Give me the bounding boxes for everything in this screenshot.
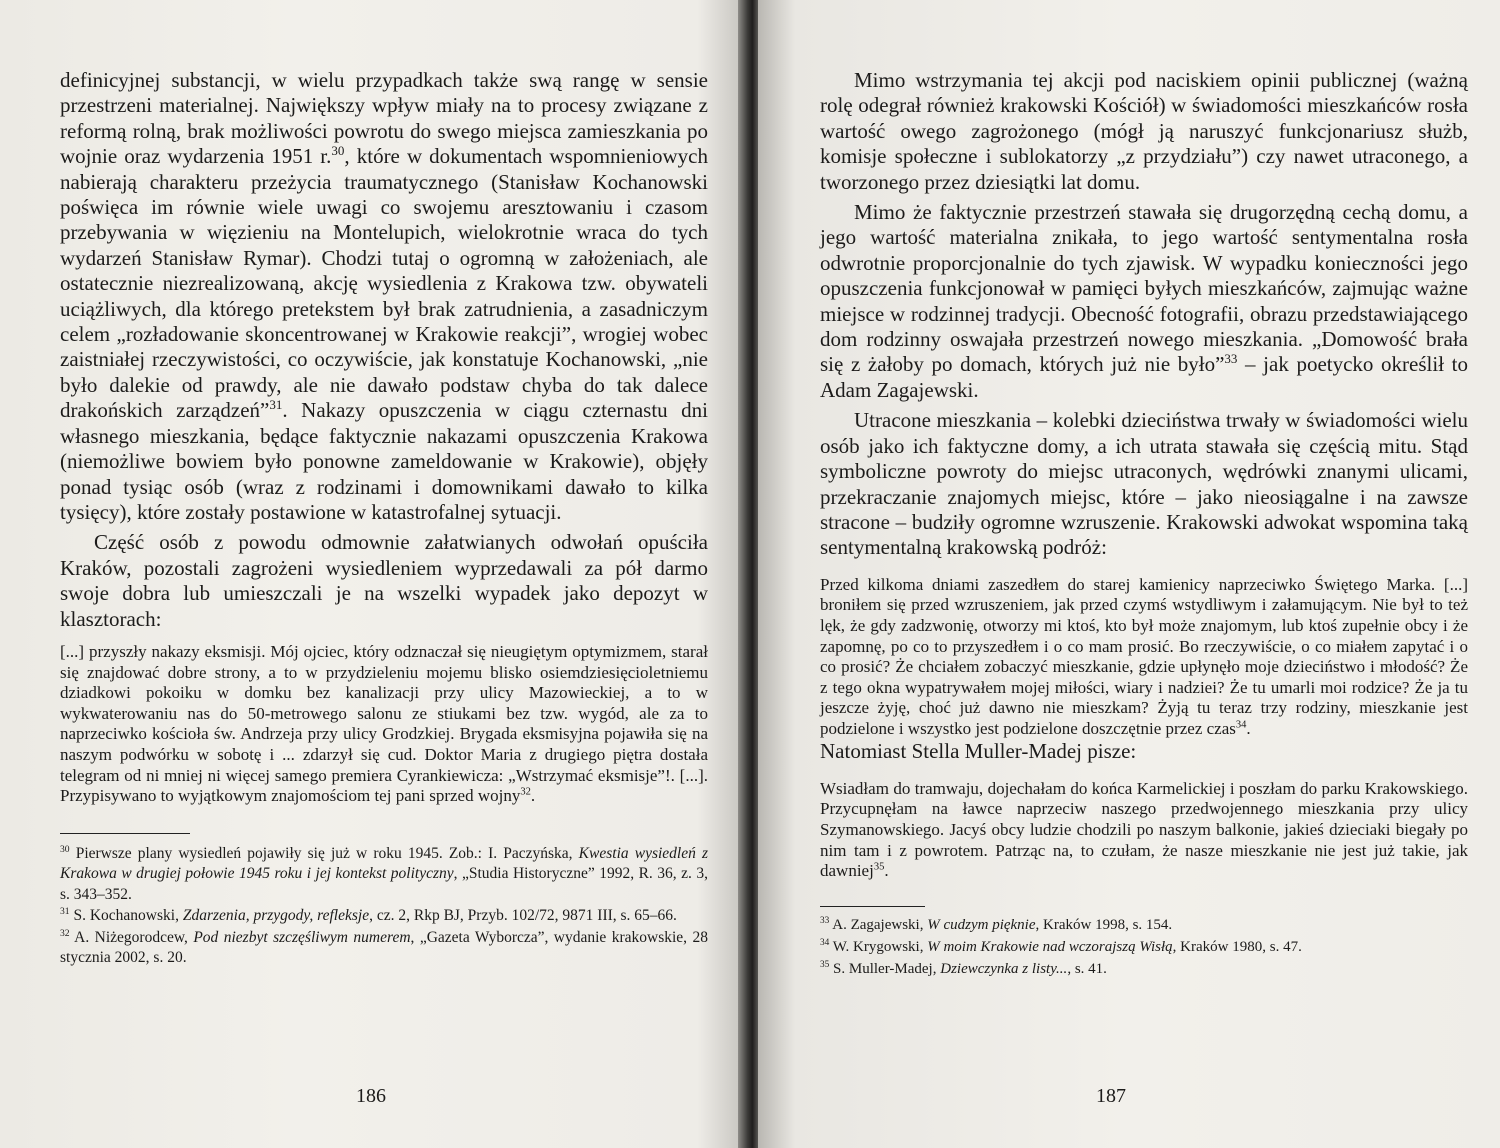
body-paragraph: [60, 68, 708, 525]
footnote-ref[interactable]: 33: [1224, 351, 1238, 367]
quote-text: .: [884, 861, 889, 881]
footnote-number: 32: [60, 927, 70, 939]
footnote-title: Zdarzenia, przygody, refleksje: [182, 907, 370, 925]
footnote-title: W moim Krakowie nad wczorajszą Wisłą: [927, 938, 1173, 955]
footnote-divider: [820, 906, 925, 907]
quote-text: .: [1246, 718, 1251, 738]
block-quote: [60, 642, 708, 807]
body-paragraph: [820, 739, 1468, 764]
footnote-number: 34: [820, 937, 830, 948]
footnote-ref[interactable]: 35: [873, 861, 885, 873]
footnote-ref[interactable]: 34: [1235, 719, 1247, 731]
paragraph-text: , które w dokumentach wspomnieniowych nabierają charakteru przeżycia traumatycznego (Stanisław Kochanowski poświęca im równie wiele uwagi co swojemu aresztowaniu i czasom przebywania w więzieniu na Montelupich, wielokrotnie wraca do tych wydarzeń Stanisław Rymar). Chodzi tutaj o ogromną w założeniach, ale ostatecznie niezrealizowaną, akcję wysiedlenia z Krakowa tzw. obywateli uciążliwych, dla którego pretekstem był brak zatrudnienia, a zasadniczym celem „rozładowanie skoncentrowanej w Krakowie reakcji”, wrogiej wobec zaistniałej rzeczywistości, co oczywiście, jak konstatuje Kochanowski, „nie było dalekie od prawdy, ale nie dawało podstaw chyba do tak dalece drakońskich zarządzeń”: [60, 144, 709, 423]
footnote-text: , Kraków 1998, s. 154.: [1035, 916, 1173, 933]
block-quote: [820, 779, 1468, 882]
quote-text: [...] przyszły nakazy eksmisji. Mój ojciec, który odznaczał się nieugiętym optymizmem, starał się znajdować dobre strony, a to w przydzieleniu mojemu blisko osiemdziesięcioletniemu dziadkowi pokoiku w domku bez kanalizacji przy ulicy Mazowieckiej, a to w wykwaterowaniu nas do 50-metrowego salonu ze stiukami bez tzw. wygód, ale za to naprzeciwko kościoła św. Andrzeja przy ulicy Grodzkiej. Brygada eksmisyjna pojawiła się na naszym podwórku w sobotę i ... zdarzył się cud. Doktor Maria z drugiego piętra dostała telegram od ni mniej ni więcej samego premiera Cyrankiewicza: „Wstrzymać eksmisje”!. [...]. Przypisywano to wyjątkowym znajomościom tej pani sprzed wojny: [60, 641, 708, 806]
footnote-text: W. Krygowski,: [832, 938, 928, 955]
footnote-text: , „Gazeta Wyborcza”, wydanie krakowskie, 28 stycznia 2002, s. 20.: [60, 928, 708, 967]
footnote-text: A. Zagajewski,: [832, 916, 928, 933]
quote-text: Wsiadłam do tramwaju, dojechałam do końca Karmelickiej i poszłam do parku Krakowskiego. Przycupnęłam na ławce naprzeciw naszego przedwojennego mieszkania przy ulicy Szymanowskiego. Jacyś obcy ludzie chodzili po naszym balkonie, jakieś dzieciaki biegały po nim tam i z powrotem. Patrząc na, to czułam, że nasze mieszkanie nie jest już takie, jak dawniej: [820, 778, 1468, 881]
footnote-ref[interactable]: 32: [520, 786, 531, 798]
footnote: [60, 928, 708, 969]
footnotes: [820, 915, 1468, 980]
quote-text: .: [530, 786, 536, 806]
paragraph-text: . Nakazy opuszczenia w ciągu czternastu dni własnego mieszkania, będące faktycznie nakazami opuszczenia Krakowa (niemożliwe bowiem było ponowne zameldowanie w Krakowie), objęły ponad tysiąc osób (wraz z rodzinami i domownikami dawało to kilka tysięcy), które zostały postawione w katastrofalnej sytuacji.: [60, 398, 708, 524]
footnote: [60, 844, 708, 906]
right-text-column: [820, 68, 1468, 981]
page-number: 186: [356, 1085, 386, 1107]
footnote: [820, 959, 1468, 980]
left-page: [0, 0, 742, 1148]
quote-text: Przed kilkoma dniami zaszedłem do starej kamienicy naprzeciwko Świętego Marka. [...] broniłem się przed wzruszeniem, jak przed czymś wstydliwym i załamującym. Nie był to też lęk, że gdy zadzwonię, otworzy mi ktoś, kto był może znajomym, lub ktoś zupełnie obcy i że zapomnę, po co to przyszedłem i o co mam prosić. Bo rzeczywiście, o co miałem zapytać i o co prosić? Że chciałem zobaczyć mieszkanie, gdzie upłynęło moje dzieciństwo i młodość? Że z tego okna wypatrywałem mojej miłości, wiary i nadziei? Że tu umarli moi rodzice? Że ja tu jeszcze żyję, choć już dawno nie mieszkam? Żyją tu teraz trzy rodziny, mieszkanie jest podzielone i wszystko jest podzielone doszczętnie przez czas: [820, 574, 1468, 738]
footnote-number: 35: [820, 959, 830, 970]
footnote-text: S. Muller-Madej,: [833, 960, 941, 977]
footnote-text: , Kraków 1980, s. 47.: [1172, 938, 1302, 955]
footnote-ref[interactable]: 30: [331, 143, 345, 159]
footnote-title: Kwestia wysiedleń z Krakowa w drugiej połowie 1945 roku i jej kontekst polityczny: [60, 844, 709, 883]
paragraph-text: definicyjnej substancji, w wielu przypadkach także swą rangę w sensie przestrzeni materialnej. Największy wpływ miały na to procesy związane z reformą rolną, brak możliwości powrotu do swego miejsca zamieszkania po wojnie oraz wydarzenia 1951 r.: [60, 68, 708, 169]
footnote: [820, 937, 1468, 958]
block-quote: [820, 575, 1468, 740]
body-paragraph: [60, 530, 708, 632]
footnote-number: 31: [60, 906, 70, 918]
body-paragraph: [820, 68, 1468, 195]
footnote-text: , s. 41.: [1067, 960, 1107, 977]
footnote-number: 30: [60, 843, 70, 855]
paragraph-text: – jak poetycko określił to Adam Zagajewski.: [820, 352, 1468, 402]
footnote-title: W cudzym pięknie: [927, 916, 1036, 933]
body-paragraph: [820, 408, 1468, 560]
footnote: [820, 915, 1468, 936]
footnote-text: , cz. 2, Rkp BJ, Przyb. 102/72, 9871 III, s. 65–66.: [369, 907, 677, 925]
footnote-title: Pod niezbyt szczęśliwym numerem: [193, 928, 411, 946]
left-text-column: [60, 68, 708, 970]
paragraph-text: Część osób z powodu odmownie załatwianych odwołań opuściła Kraków, pozostali zagrożeni wysiedleniem wyprzedawali za pół darmo swoje dobra lub umieszczali je na wszelki wypadek jako depozyt w klasztorach:: [60, 530, 708, 631]
paragraph-text: Utracone mieszkania – kolebki dzieciństwa trwały w świadomości wielu osób jako ich faktyczne domy, a ich utrata stawała się częścią mitu. Stąd symboliczne powroty do miejsc utraconych, wędrówki znanymi ulicami, przekraczanie znajomych miejsc, które – jako nieosiągalne i na zawsze stracone – budziły ogromne wzruszenie. Krakowski adwokat wspomina taką sentymentalną krakowską podróż:: [820, 408, 1468, 560]
paragraph-text: Mimo że faktycznie przestrzeń stawała się drugorzędną cechą domu, a jego wartość materialna znikała, to jego wartość sentymentalna rosła odwrotnie proporcjonalnie do tych zjawisk. W wypadku konieczności jego opuszczenia funkcjonował w pamięci byłych mieszkańców, zajmując ważne miejsce w rodzinnej tradycji. Obecność fotografii, obrazu przedstawiającego dom rodzinny oswajała przestrzeń nowego mieszkania. „Domowość brała się z żałoby po domach, których już nie było”: [820, 200, 1468, 377]
footnote-title: Dziewczynka z listy...: [940, 960, 1068, 977]
footnote-ref[interactable]: 31: [269, 397, 283, 413]
footnote-divider: [60, 833, 190, 834]
page-number: 187: [1096, 1085, 1126, 1107]
footnote-text: S. Kochanowski,: [73, 907, 183, 925]
paragraph-text: Mimo wstrzymania tej akcji pod naciskiem opinii publicznej (ważną rolę odegrał również krakowski Kościół) w świadomości mieszkańców rosła wartość owego zagrożonego (mógł ją naruszyć funkcjonariusz służb, komisje społeczne i sublokatorzy „z przydziału”) czy nawet utraconego, a tworzonego przez dziesiątki lat domu.: [820, 68, 1468, 194]
footnote-number: 33: [820, 915, 830, 926]
right-page: [758, 0, 1500, 1148]
paragraph-text: Natomiast Stella Muller-Madej pisze:: [820, 739, 1137, 764]
footnotes: [60, 844, 708, 969]
footnote-text: A. Niżegorodcew,: [74, 928, 194, 946]
footnote: [60, 906, 708, 927]
footnote-text: Pierwsze plany wysiedleń pojawiły się już w roku 1945. Zob.: I. Paczyńska,: [75, 844, 579, 862]
body-paragraph: [820, 200, 1468, 403]
footnote-text: , „Studia Historyczne” 1992, R. 36, z. 3, s. 343–352.: [60, 865, 708, 903]
